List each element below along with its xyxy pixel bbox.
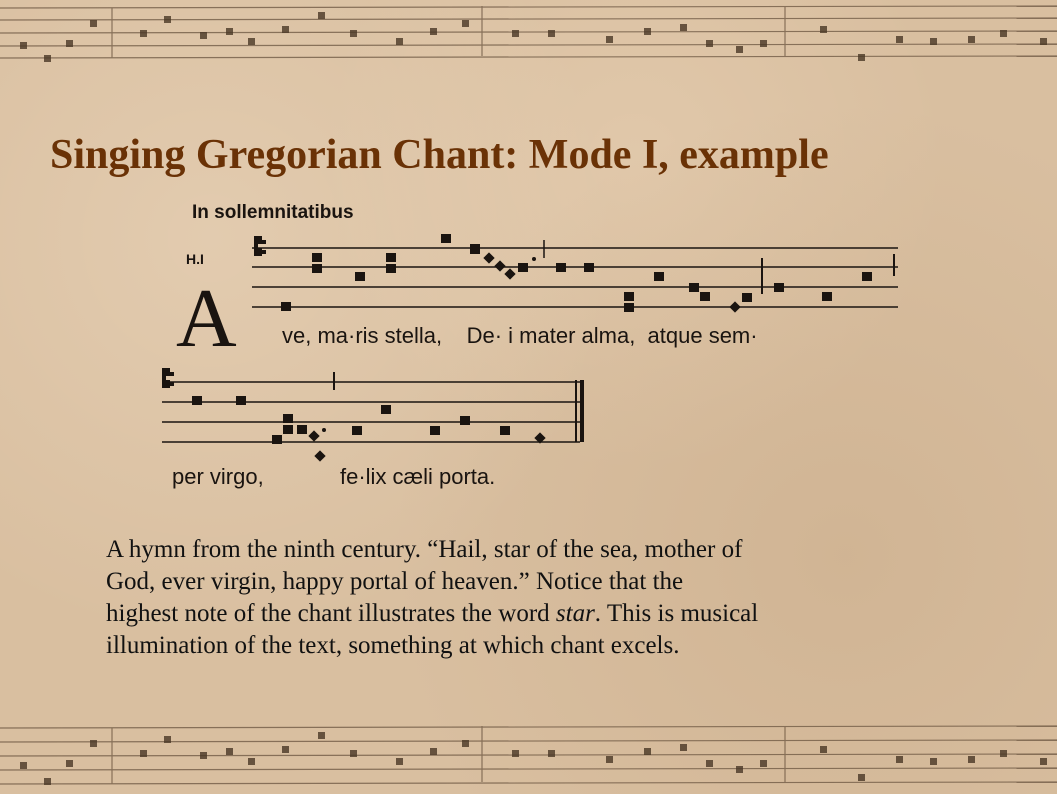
staff-1-neumes — [281, 234, 872, 313]
description-line-3 — [106, 598, 966, 630]
chant-score — [160, 190, 920, 500]
lyrics-line-2a: per virgo, — [172, 464, 264, 489]
do-clef-icon — [254, 236, 266, 256]
description-line-3-before: highest note of the chant illustrates the word — [106, 600, 556, 627]
staff-2 — [162, 372, 582, 442]
mode-label: H.I — [186, 251, 204, 267]
emphasis-star: star — [555, 600, 595, 627]
staff-2-neumes — [192, 396, 546, 462]
decorative-staff-top — [0, 0, 1057, 72]
lyrics-line-2b: fe·lix cæli porta. — [340, 464, 496, 489]
decorative-staff-bottom — [0, 716, 1057, 794]
initial-letter: A — [176, 272, 237, 365]
staff-1 — [252, 240, 898, 307]
slide-title: Singing Gregorian Chant: Mode I, example — [50, 132, 829, 179]
description-line-3-after: . This is musical — [594, 600, 759, 627]
lyrics-line-1: ve, ma·ris stella, De· i mater alma, atque sem· — [282, 323, 758, 348]
description-line-4: illumination of the text, something at which chant excels. — [106, 632, 680, 659]
description-line-1: A hymn from the ninth century. “Hail, star of the sea, mother of — [106, 536, 743, 563]
score-incipit: In sollemnitatibus — [192, 202, 354, 223]
description-paragraph — [106, 534, 966, 662]
description-line-2: God, ever virgin, happy portal of heaven.” Notice that the — [106, 568, 684, 595]
do-clef-icon-2 — [162, 368, 174, 388]
